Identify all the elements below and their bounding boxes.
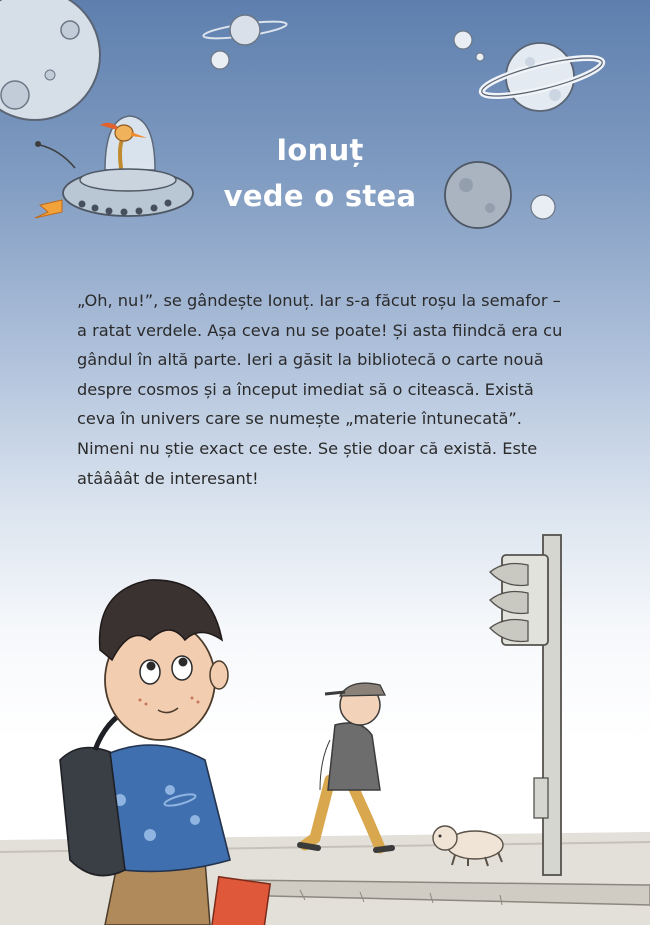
ringed-planet-icon <box>479 43 605 111</box>
pedestrian-illustration <box>300 683 392 850</box>
story-paragraph <box>77 286 567 493</box>
title-line-2: vede o stea <box>223 179 417 214</box>
traffic-light-icon <box>490 535 561 875</box>
planet-icon <box>0 0 100 120</box>
ringed-planet-icon <box>203 15 288 69</box>
story-title <box>200 127 440 219</box>
planet-icon <box>445 162 555 228</box>
bubble-icons <box>454 31 484 61</box>
title-line-1: Ionuț <box>276 133 364 168</box>
story-body: „Oh, nu!”, se gândește Ionuț. Iar s-a făcut roșu la semafor – a ratat verdele. Așa ceva nu se poate! Și asta fiindcă era cu gândul în altă parte. Ieri a găsit la bibliotecă o carte nouă despre cosmos și a început imediat să o citească. Există ceva în univers care se numește „materie întunecată”. Nimeni nu știe exact ce este. Se știe doar că există. Este atâââât de interesant! <box>77 291 563 488</box>
ufo-icon <box>35 116 193 218</box>
